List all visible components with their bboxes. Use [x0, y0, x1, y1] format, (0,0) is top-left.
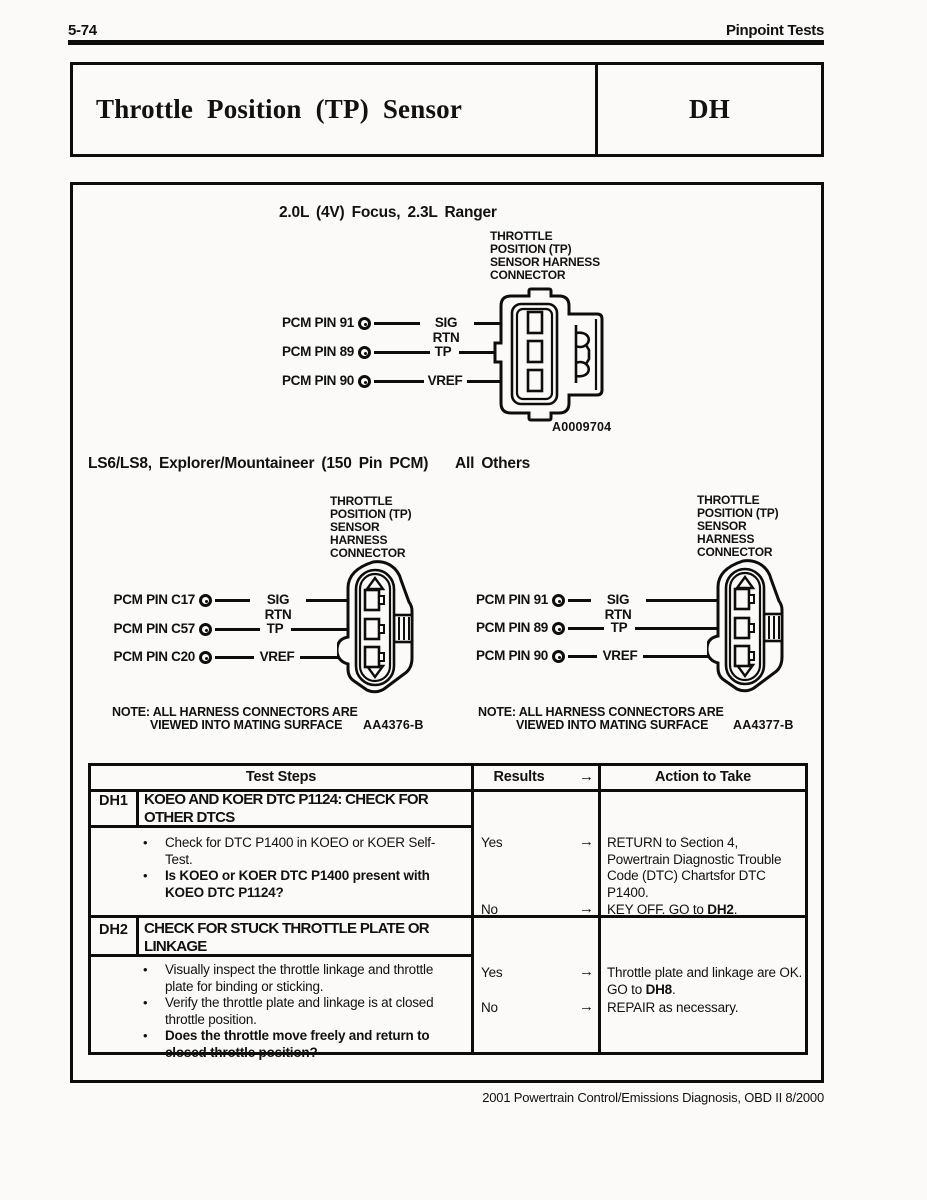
pin-terminal-icon [199, 594, 212, 607]
wire-segment [215, 656, 254, 659]
connector-slot [365, 647, 379, 667]
wire-segment [568, 627, 604, 630]
connector-drawing-top [493, 283, 611, 427]
signal-label: TP [434, 344, 452, 359]
bullet-item [143, 995, 455, 1028]
pin-dot [558, 600, 561, 603]
connector-slot [735, 618, 749, 638]
connector-slot [735, 646, 749, 666]
connector-label-line: SENSOR [697, 519, 747, 533]
bullet-marker: • [143, 1028, 148, 1043]
action-pre: REPAIR as necessary. [607, 1000, 739, 1015]
pinpoint-test-code: DH [689, 94, 730, 124]
action-pre: KEY OFF. GO to [607, 902, 708, 917]
wire-segment [568, 599, 591, 602]
pcm-pin-label: PCM PIN C17 [113, 592, 195, 607]
bullet-marker: • [143, 995, 148, 1010]
pcm-pin-label: PCM PIN 89 [475, 620, 548, 635]
pin-terminal-icon [358, 317, 371, 330]
connector-label-line: POSITION (TP) [330, 507, 412, 521]
wire-segment [215, 599, 250, 602]
signal-label: VREF [602, 648, 638, 663]
connector-slot-nub [749, 624, 754, 632]
step-title-row [91, 918, 471, 957]
note-right-line1: NOTE: ALL HARNESS CONNECTORS ARE [478, 705, 724, 719]
pcm-pin-label: PCM PIN 90 [475, 648, 548, 663]
connector-label-line: THROTTLE [490, 229, 553, 243]
step-id: DH1 [98, 793, 128, 809]
pin-terminal-icon [358, 375, 371, 388]
connector-slot [735, 589, 749, 609]
connector-drawing-left [337, 558, 429, 696]
action-text [607, 965, 803, 998]
connector-slot-nub [379, 596, 384, 604]
result-arrow-icon: → [579, 963, 594, 980]
action-post: . [671, 981, 676, 997]
signal-label: TP [610, 620, 628, 635]
pin-dot [558, 628, 561, 631]
pin-terminal-icon [552, 650, 565, 663]
footer-citation: 2001 Powertrain Control/Emissions Diagnosis, OBD II 8/2000 [482, 1090, 824, 1105]
col-header-action: Action to Take [654, 769, 752, 785]
signal-label: TP [266, 621, 284, 636]
bullet-item [143, 868, 455, 901]
signal-label: SIG RTN [604, 592, 632, 622]
connector-slot-nub [379, 625, 384, 633]
pin-dot [364, 323, 367, 326]
pcm-pin-label: PCM PIN 91 [475, 592, 548, 607]
action-text [607, 1000, 803, 1017]
action-ref: DH2 [707, 902, 734, 917]
connector-label-right [697, 494, 778, 559]
pin-dot [364, 352, 367, 355]
step-bullets [143, 835, 455, 901]
bullet-marker: • [143, 962, 148, 977]
result-arrow-icon: → [579, 833, 594, 850]
bullet-item [143, 1028, 455, 1061]
action-post: . [733, 902, 738, 917]
bullet-text: Does the throttle move freely and return to closed throttle position? [165, 1028, 430, 1060]
connector-slot [528, 341, 542, 362]
connector-label-line: SENSOR HARNESS [490, 255, 600, 269]
pin-terminal-icon [199, 623, 212, 636]
pcm-pin-label: PCM PIN 89 [281, 344, 354, 359]
step-title: CHECK FOR STUCK THROTTLE PLATE OR LINKAGE [144, 920, 429, 955]
connector-label-line: CONNECTOR [490, 268, 566, 282]
pcm-pin-label: PCM PIN C57 [113, 621, 195, 636]
wire-segment [374, 322, 420, 325]
pin-dot [205, 600, 208, 603]
connector-label-line: THROTTLE [697, 493, 760, 507]
connector-label-line: CONNECTOR [330, 546, 406, 560]
result-value: No [481, 1000, 498, 1015]
connector-label-line: POSITION (TP) [490, 242, 572, 256]
test-step-block-dh2 [91, 918, 805, 1060]
step-id: DH2 [98, 922, 128, 938]
pin-dot [558, 656, 561, 659]
pin-dot [364, 381, 367, 384]
step-bullets [143, 962, 455, 1061]
step-title: KOEO AND KOER DTC P1124: CHECK FOR OTHER DTCS [144, 791, 429, 826]
page-title: Throttle Position (TP) Sensor [96, 94, 463, 124]
connector-label-line: SENSOR [330, 520, 380, 534]
result-value: No [481, 902, 498, 917]
pcm-pin-label: PCM PIN 90 [281, 373, 354, 388]
signal-label: SIG RTN [264, 592, 292, 622]
bullet-marker: • [143, 835, 148, 850]
note-left-line1: NOTE: ALL HARNESS CONNECTORS ARE [112, 705, 358, 719]
pin-dot [205, 657, 208, 660]
note-right-line2: VIEWED INTO MATING SURFACE [516, 718, 709, 732]
heading-focus-ranger: 2.0L (4V) Focus, 2.3L Ranger [279, 204, 497, 221]
bullet-item [143, 962, 455, 995]
connector-slot-nub [749, 652, 754, 660]
col-header-test-steps: Test Steps [245, 769, 317, 785]
connector-slot [365, 619, 379, 639]
bullet-text: Is KOEO or KOER DTC P1400 present with KOEO DTC P1124? [165, 868, 430, 900]
pin-terminal-icon [199, 651, 212, 664]
connector-slot-nub [749, 595, 754, 603]
figure-id-right: AA4377-B [733, 718, 794, 732]
header-rule [68, 40, 824, 45]
bullet-text: Check for DTC P1400 in KOEO or KOER Self-Test. [165, 835, 436, 867]
figure-id-left: AA4376-B [363, 718, 424, 732]
signal-label: VREF [427, 373, 463, 388]
pcm-pin-label: PCM PIN C20 [113, 649, 195, 664]
pcm-pin-label: PCM PIN 91 [281, 315, 354, 330]
pin-terminal-icon [552, 622, 565, 635]
connector-drawing-right [707, 557, 799, 695]
connector-slot [528, 370, 542, 391]
wire-segment [215, 628, 260, 631]
result-arrow-icon: → [579, 998, 594, 1015]
result-arrow-icon: → [579, 900, 594, 917]
pinpoint-test-table [88, 763, 808, 1060]
test-step-block-dh1 [91, 789, 805, 918]
wire-segment [568, 655, 597, 658]
wire-segment [374, 380, 424, 383]
step-id-divider [136, 789, 139, 825]
step-title-row [91, 789, 471, 828]
connector-label-line: POSITION (TP) [697, 506, 779, 520]
connector-slot [365, 590, 379, 610]
page-number: 5-74 [68, 22, 97, 39]
connector-label-line: CONNECTOR [697, 545, 773, 559]
pin-terminal-icon [358, 346, 371, 359]
action-text [607, 835, 803, 901]
action-text [607, 902, 803, 919]
connector-slot [528, 312, 542, 333]
connector-label-line: HARNESS [697, 532, 755, 546]
signal-label: SIG RTN [432, 315, 460, 345]
results-arrow-icon: → [579, 768, 594, 785]
bullet-marker: • [143, 868, 148, 883]
col-header-results: Results [493, 769, 545, 785]
result-value: Yes [481, 965, 503, 980]
connector-label-left [330, 495, 411, 560]
action-pre: Throttle plate and linkage are OK. GO to [607, 965, 803, 997]
bullet-item [143, 835, 455, 868]
bullet-text: Verify the throttle plate and linkage is at closed throttle position. [165, 995, 434, 1027]
action-pre: RETURN to Section 4, Powertrain Diagnostic Trouble Code (DTC) Chartsfor DTC P1400. [607, 835, 782, 900]
result-value: Yes [481, 835, 503, 850]
connector-label-top [490, 230, 600, 282]
heading-all-others: All Others [455, 455, 531, 472]
heading-ls6-ls8: LS6/LS8, Explorer/Mountaineer (150 Pin PCM) [88, 455, 429, 472]
signal-label: VREF [259, 649, 295, 664]
figure-id-top: A0009704 [552, 420, 612, 434]
action-ref: DH8 [645, 981, 672, 997]
bullet-text: Visually inspect the throttle linkage and throttle plate for binding or sticking. [165, 962, 434, 994]
section-name: Pinpoint Tests [725, 22, 824, 39]
pin-terminal-icon [552, 594, 565, 607]
pin-dot [205, 629, 208, 632]
note-left-line2: VIEWED INTO MATING SURFACE [150, 718, 343, 732]
wire-segment [374, 351, 430, 354]
connector-label-line: THROTTLE [330, 494, 393, 508]
step-id-divider [136, 918, 139, 954]
connector-slot-nub [379, 653, 384, 661]
connector-label-line: HARNESS [330, 533, 388, 547]
